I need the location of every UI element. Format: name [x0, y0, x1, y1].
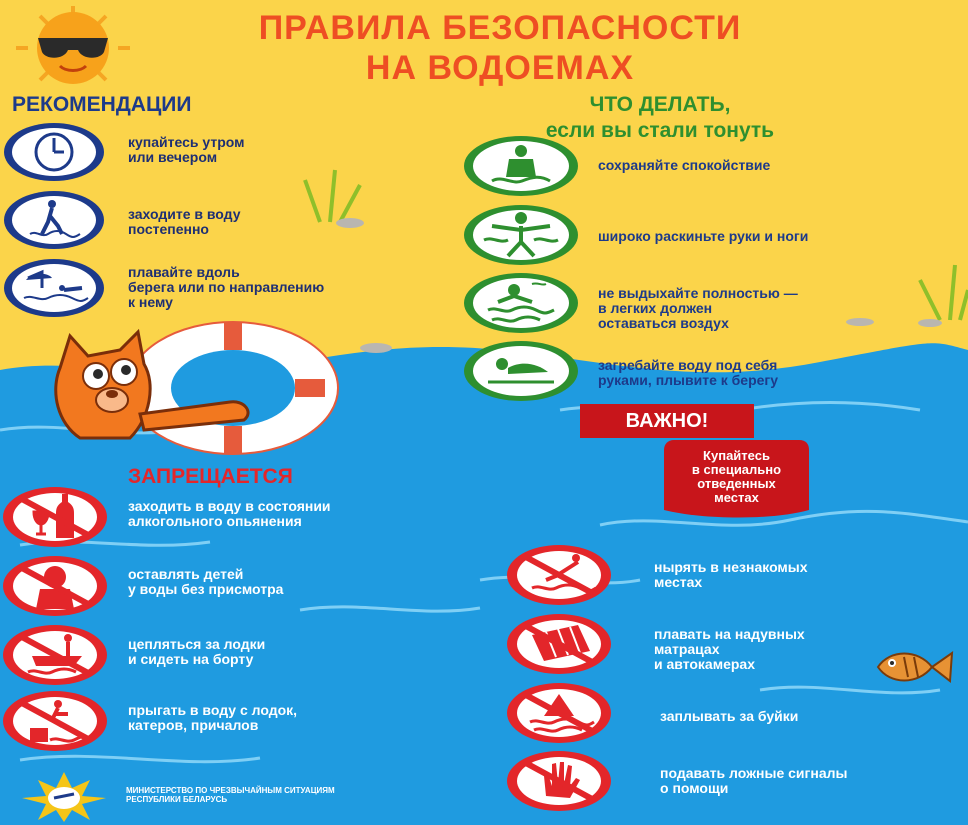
forbidden-right-4-line-1: подавать ложные сигналы: [660, 765, 848, 781]
forbidden-left-2-line-1: оставлять детей: [128, 566, 244, 582]
important-note-line-3: отведенных: [697, 476, 776, 491]
jumping-icon: [2, 690, 108, 752]
forbidden-right-3-line-1: заплывать за буйки: [660, 708, 799, 724]
forbidden-heading: ЗАПРЕЩАЕТСЯ: [128, 465, 293, 488]
forbidden-left-3-line-2: и сидеть на борту: [128, 651, 254, 667]
important-note: [664, 449, 809, 505]
hand-signal-icon: [506, 750, 612, 812]
drowning-item-2-line-1: широко раскиньте руки и ноги: [598, 228, 809, 244]
forbidden-left-4-line-2: катеров, причалов: [128, 717, 259, 733]
boat-icon: [2, 624, 108, 686]
drowning-item-3-line-2: в легких должен: [598, 300, 713, 316]
important-note-line-4: местах: [714, 490, 759, 505]
fish-icon: [872, 645, 956, 689]
forbidden-right-4-line-2: о помощи: [660, 780, 729, 796]
forbidden-left-4-text: [128, 703, 297, 733]
forbidden-right-3-text: [660, 709, 798, 724]
rec-item-3-line-1: плавайте вдоль: [128, 264, 240, 280]
rec-item-3-line-2: берега или по направлению: [128, 279, 325, 295]
forbidden-right-2-line-2: матрацах: [654, 641, 720, 657]
important-badge: ВАЖНО!: [580, 404, 754, 438]
drowning-item-4-line-1: загребайте воду под себя: [598, 357, 778, 373]
ministry-label: [126, 786, 335, 804]
drowning-item-4-text: [598, 358, 778, 388]
rec-item-1-text: [128, 135, 244, 165]
walking-into-water-icon: [2, 190, 106, 250]
swimming-along-shore-icon: [2, 258, 106, 318]
breath-hold-icon: [462, 272, 580, 334]
forbidden-left-1-line-2: алкогольного опьянения: [128, 513, 302, 529]
forbidden-right-4-text: [660, 766, 847, 796]
rec-item-2-line-1: заходите в воду: [128, 206, 241, 222]
forbidden-left-4-line-1: прыгать в воду с лодок,: [128, 702, 298, 718]
important-note-line-1: Купайтесь: [703, 448, 770, 463]
ministry-line-2: РЕСПУБЛИКИ БЕЛАРУСЬ: [126, 795, 228, 804]
forbidden-left-2-line-2: у воды без присмотра: [128, 581, 284, 597]
ministry-line-1: МИНИСТЕРСТВО ПО ЧРЕЗВЫЧАЙНЫМ СИТУАЦИЯМ: [126, 786, 335, 795]
rec-item-2-line-2: постепенно: [128, 221, 209, 237]
drowning-heading-line-2: если вы стали тонуть: [545, 119, 775, 142]
recommendations-heading: РЕКОМЕНДАЦИИ: [12, 93, 192, 116]
drowning-item-3-line-1: не выдыхайте полностью —: [598, 285, 798, 301]
rec-item-1-line-2: или вечером: [128, 149, 218, 165]
rec-item-1-line-1: купайтесь утром: [128, 134, 245, 150]
forbidden-right-2-line-3: и автокамерах: [654, 656, 755, 672]
forbidden-right-2-text: [654, 627, 805, 672]
forbidden-left-3-line-1: цепляться за лодки: [128, 636, 266, 652]
ministry-emblem-icon: [16, 770, 112, 822]
forbidden-left-3-text: [128, 637, 265, 667]
forbidden-right-1-line-1: нырять в незнакомых: [654, 559, 808, 575]
calm-person-icon: [462, 135, 580, 197]
child-icon: [2, 555, 108, 617]
cat-icon: [40, 328, 265, 448]
page-title: [150, 8, 850, 88]
forbidden-left-2-text: [128, 567, 283, 597]
title-line-1: ПРАВИЛА БЕЗОПАСНОСТИ: [258, 9, 742, 47]
title-line-2: НА ВОДОЕМАХ: [365, 49, 635, 87]
alcohol-icon: [2, 486, 108, 548]
forbidden-left-1-line-1: заходить в воду в состоянии: [128, 498, 331, 514]
clock-icon: [2, 122, 106, 182]
forbidden-left-1-text: [128, 499, 331, 529]
forbidden-right-1-text: [654, 560, 808, 590]
drowning-item-3-text: [598, 286, 798, 331]
important-note-line-2: в специально: [691, 462, 782, 477]
drowning-item-2-text: [598, 229, 808, 244]
diving-icon: [506, 544, 612, 606]
drowning-heading-line-1: ЧТО ДЕЛАТЬ,: [589, 93, 731, 116]
spread-arms-icon: [462, 204, 580, 266]
forbidden-right-1-line-2: местах: [654, 574, 703, 590]
paddle-icon: [462, 340, 580, 402]
air-mattress-icon: [506, 613, 612, 675]
forbidden-right-2-line-1: плавать на надувных: [654, 626, 805, 642]
rec-item-2-text: [128, 207, 241, 237]
drowning-item-3-line-3: оставаться воздух: [598, 315, 729, 331]
sun-icon: [8, 4, 138, 92]
rec-item-3-text: [128, 265, 324, 310]
rec-item-3-line-3: к нему: [128, 294, 173, 310]
drowning-item-4-line-2: руками, плывите к берегу: [598, 372, 779, 388]
drowning-item-1-line-1: сохраняйте спокойствие: [598, 157, 771, 173]
buoy-icon: [506, 682, 612, 744]
drowning-item-1-text: [598, 158, 770, 173]
